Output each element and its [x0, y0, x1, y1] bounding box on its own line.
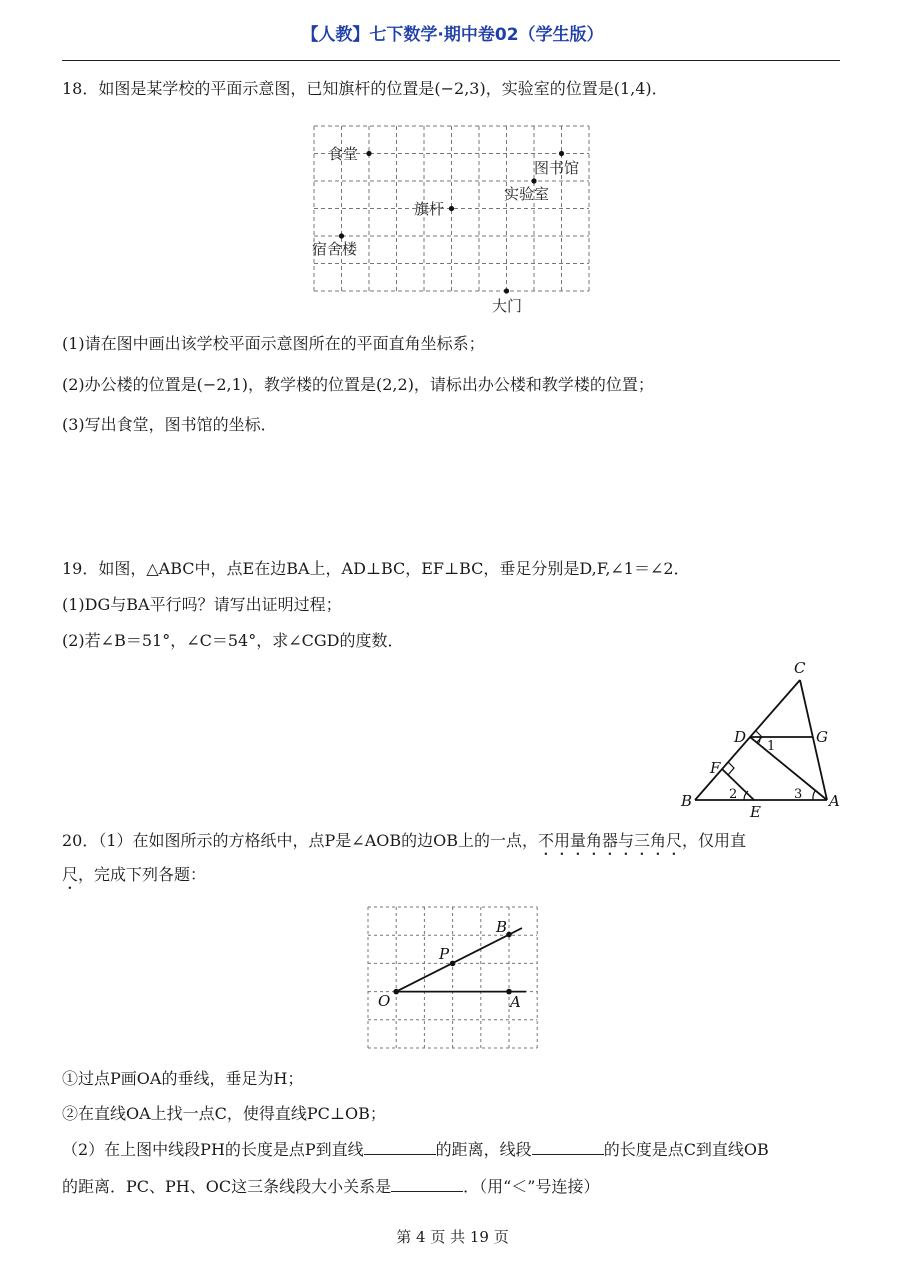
q20-stem-line2	[62, 864, 206, 893]
dorm-label: 宿舍楼	[312, 240, 358, 258]
q20-stem-line1	[62, 830, 746, 859]
q20-part2-e: ．（用“＜”号连接）	[463, 1177, 600, 1196]
q20-stem-c-emphasis: 尺	[62, 865, 79, 884]
answer-blank-2[interactable]	[532, 1140, 604, 1155]
label-B: B	[681, 792, 693, 810]
library-label: 图书馆	[534, 159, 580, 177]
q19-part1: (1)DG与BA平行吗？请写出证明过程；	[62, 595, 342, 614]
angle-3-label: 3	[794, 787, 803, 802]
q20-part2-c: 的长度是点C到直线OB	[603, 1140, 769, 1159]
answer-blank-3[interactable]	[391, 1177, 463, 1192]
q18-part3: (3)写出食堂，图书馆的坐标．	[62, 415, 277, 434]
lab-label: 实验室	[504, 185, 550, 203]
q19-stem: 19．如图，△ABC中，点E在边BA上，AD⊥BC，EF⊥BC，垂足分别是D,F,∠1＝∠2．	[62, 559, 690, 578]
q20-stem-c-rest: ，完成下列各题：	[78, 865, 207, 884]
gate-point	[504, 288, 509, 293]
page-header-title: 【人教】七下数学·期中卷02（学生版）	[301, 25, 604, 45]
point-O	[393, 989, 399, 995]
label-C: C	[794, 659, 806, 677]
angle-2-label: 2	[729, 787, 738, 802]
point-P	[450, 961, 456, 967]
answer-blank-1[interactable]	[364, 1140, 436, 1155]
label-P: P	[439, 945, 450, 963]
library-point	[559, 151, 564, 156]
q20-item1: ①过点P画OA的垂线，垂足为H；	[62, 1069, 304, 1088]
q19-part2: (2)若∠B＝51°，∠C＝54°，求∠CGD的度数．	[62, 631, 404, 650]
q20-part2-a: （2）在上图中线段PH的长度是点P到直线	[62, 1140, 364, 1159]
label-D: D	[734, 728, 747, 746]
label-O: O	[378, 992, 391, 1010]
flagpole-point	[449, 206, 454, 211]
q20-stem-emphasis: 不用量角器与三角尺	[538, 831, 683, 850]
page-footer: 第 4 页 共 19 页	[396, 1228, 509, 1246]
point-B	[506, 932, 512, 938]
label-E: E	[750, 803, 761, 821]
q20-stem-a: 20．（1）在如图所示的方格纸中，点P是∠AOB的边OB上的一点，	[62, 831, 539, 850]
label-G: G	[816, 728, 828, 746]
q18-school-map	[306, 120, 596, 320]
q20-part2-d: 的距离．PC、PH、OC这三条线段大小关系是	[62, 1177, 392, 1196]
q18-stem: 18．如图是某学校的平面示意图，已知旗杆的位置是(−2,3)，实验室的位置是(1,4)．	[62, 79, 668, 98]
q18-part2: (2)办公楼的位置是(−2,1)，教学楼的位置是(2,2)，请标出办公楼和教学楼的位置；	[62, 375, 654, 394]
canteen-point	[366, 151, 371, 156]
q18-part1: (1)请在图中画出该学校平面示意图所在的平面直角坐标系；	[62, 334, 485, 353]
label-B: B	[496, 918, 508, 936]
label-A: A	[829, 792, 840, 810]
q20-part2-line1	[62, 1139, 769, 1161]
angle-1-label: 1	[767, 739, 776, 754]
q20-grid-figure	[364, 903, 544, 1053]
label-A: A	[510, 993, 521, 1011]
dorm-point	[339, 233, 344, 238]
flagpole-label: 旗杆	[414, 200, 445, 218]
gate-label: 大门	[492, 297, 523, 315]
label-F: F	[710, 759, 721, 777]
header-rule	[62, 60, 840, 61]
q20-stem-b: ，仅用直	[682, 831, 747, 850]
q20-item2: ②在直线OA上找一点C，使得直线PC⊥OB；	[62, 1104, 386, 1123]
lab-point	[531, 178, 536, 183]
q20-part2-line2	[62, 1176, 599, 1198]
q19-triangle-figure	[670, 655, 850, 825]
canteen-label: 食堂	[328, 145, 359, 163]
q20-part2-b: 的距离，线段	[435, 1140, 532, 1159]
